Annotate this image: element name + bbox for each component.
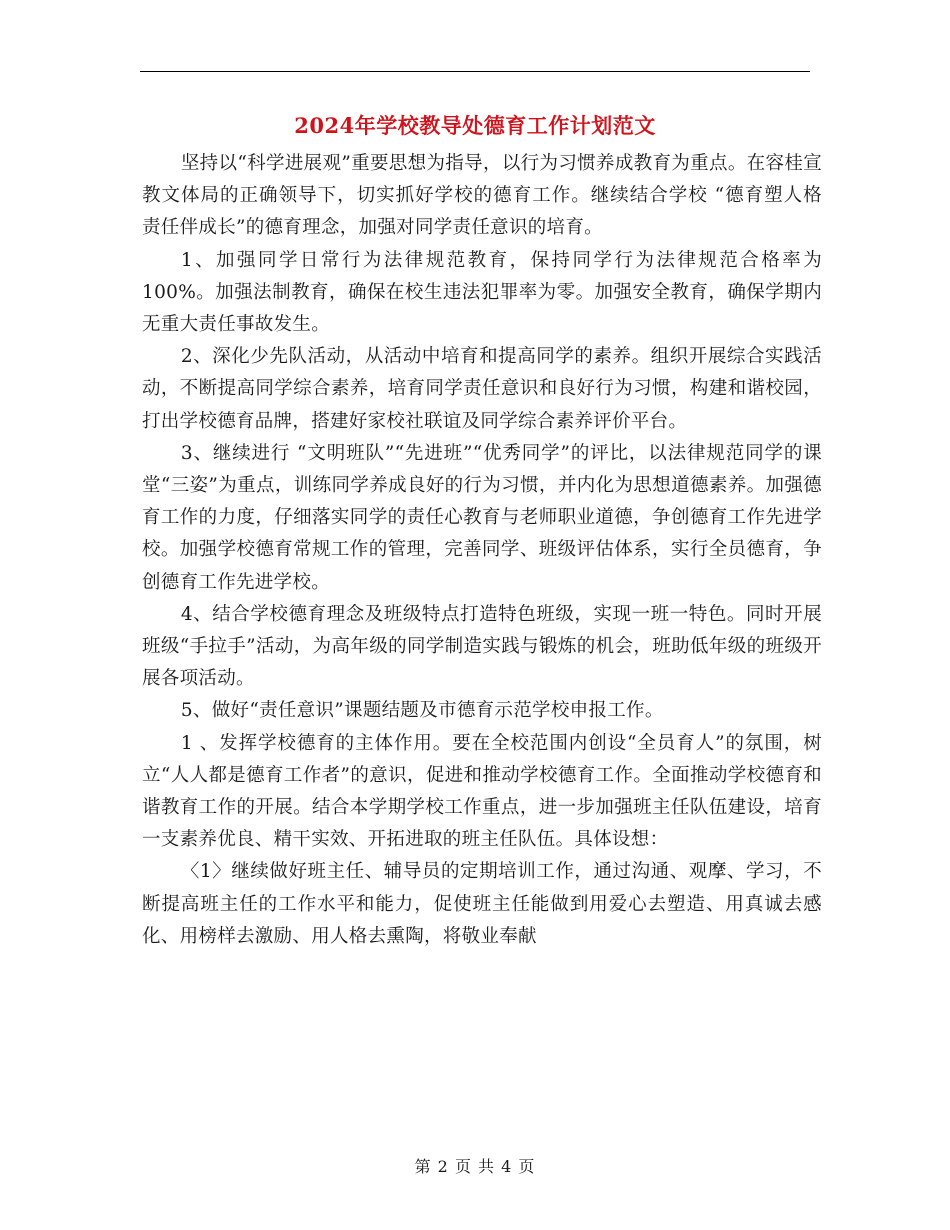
paragraph-item-1: 1、加强同学日常行为法律规范教育，保持同学行为法律规范合格率为100%。加强法制教育，确保在校生违法犯罪率为零。加强安全教育，确保学期内无重大责任事故发生。 — [142, 249, 822, 336]
paragraph-subitem-1: 〈1〉继续做好班主任、辅导员的定期培训工作，通过沟通、观摩、学习，不断提高班主任的工作水平和能力，促使班主任能做到用爱心去塑造、用真诚去感化、用榜样去激励、用人格去熏陶，将敬业奉献 — [142, 861, 822, 947]
document-title: 2024年学校教导处德育工作计划范文 — [294, 113, 656, 138]
paragraph-item-3: 3、继续进行 “文明班队”“先进班”“优秀同学”的评比，以法律规范同学的课堂“三姿”为重点，训练同学养成良好的行为习惯，并内化为思想道德素养。加强德育工作的力度，仔细落实同学的责任心教育与老师职业道德，争创德育工作先进学校。加强学校德育常规工作的管理，完善同学、班级评估体系，实行全员德育，争创德育工作先进学校。 — [142, 442, 822, 593]
paragraph-item-5: 5、做好“责任意识”课题结题及市德育示范学校申报工作。 — [180, 700, 664, 722]
paragraph-item-2: 2、深化少先队活动，从活动中培育和提高同学的素养。组织开展综合实践活动，不断提高同学综合素养，培育同学责任意识和良好行为习惯，构建和谐校园，打出学校德育品牌，搭建好家校社联谊及同学综合素养评价平台。 — [142, 346, 822, 432]
paragraph-intro: 坚持以“科学进展观”重要思想为指导，以行为习惯养成教育为重点。在容桂宣教文体局的正确领导下，切实抓好学校的德育工作。继续结合学校 “德育塑人格 责任伴成长”的德育理念，加强对同学责任意识的培育。 — [142, 153, 822, 239]
paragraph-item-4: 4、结合学校德育理念及班级特点打造特色班级，实现一班一特色。同时开展班级“手拉手”活动，为高年级的同学制造实践与锻炼的机会，班助低年级的班级开展各项活动。 — [142, 603, 822, 690]
paragraph-section-1: 1 、发挥学校德育的主体作用。要在全校范围内创设“全员育人”的氛围，树立“人人都是德育工作者”的意识，促进和推动学校德育工作。全面推动学校德育和谐教育工作的开展。结合本学期学校工作重点，进一步加强班主任队伍建设，培育一支素养优良、精干实效、开拓进取的班主任队伍。具体设想： — [142, 732, 822, 851]
page-number: 第 2 页 共 4 页 — [414, 1157, 536, 1176]
document-body — [142, 148, 822, 953]
header-rule — [140, 71, 810, 72]
